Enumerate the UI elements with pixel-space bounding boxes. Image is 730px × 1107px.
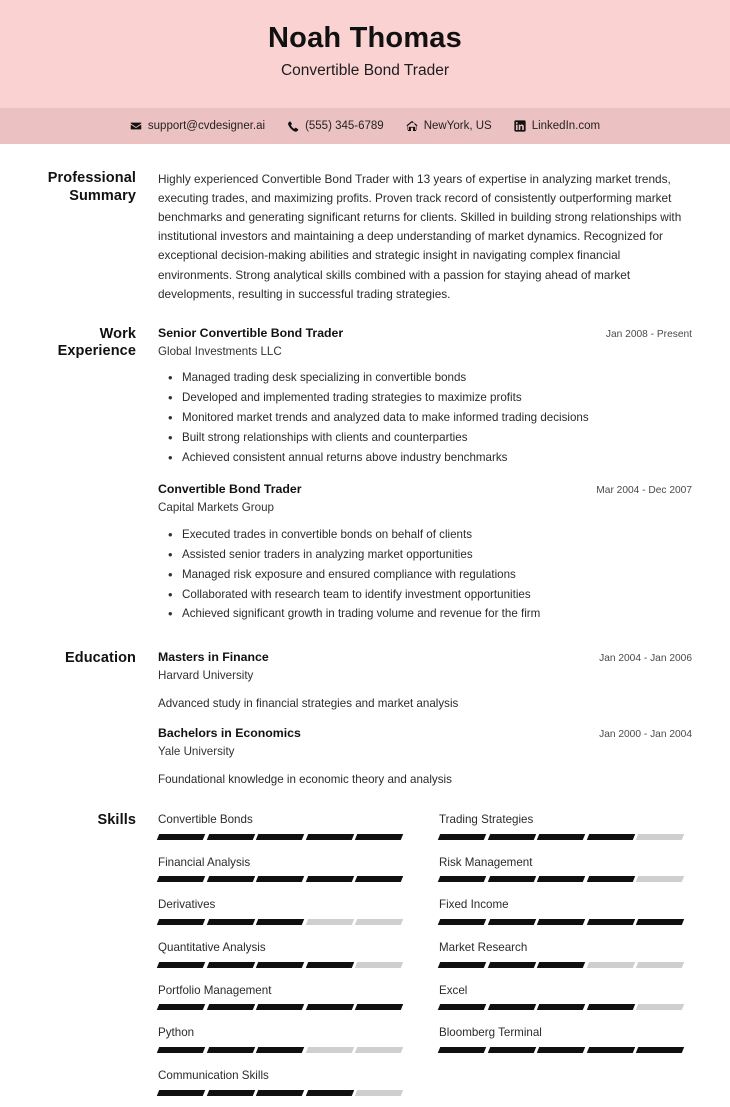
section-body-experience [158,326,692,625]
skill-level-segment [487,1004,535,1010]
skill-item [439,808,692,851]
list-item: • Managed trading desk specializing in convertible bonds [182,368,692,388]
skill-level-bar [158,876,402,882]
list-item: • Managed risk exposure and ensured compliance with regulations [182,565,692,585]
skill-level-segment [157,919,205,925]
skill-item [439,893,692,936]
skill-level-segment [306,1047,354,1053]
candidate-job-title: Convertible Bond Trader [280,62,449,80]
skill-level-bar [158,962,402,968]
skill-level-segment [306,876,354,882]
skill-name: Derivatives [158,898,216,912]
section-label-education: Education [65,650,136,667]
candidate-name: Noah Thomas [268,22,462,55]
skill-item [158,1064,411,1107]
contact-bar [0,108,730,144]
list-item: • Achieved significant growth in trading volume and revenue for the firm [182,604,692,624]
skill-level-segment [438,876,486,882]
skill-level-segment [256,962,304,968]
skill-level-segment [537,1004,585,1010]
skill-level-segment [537,834,585,840]
skill-level-bar [439,919,683,925]
skill-name: Risk Management [439,855,533,869]
skill-item [158,936,411,979]
education-entry [158,726,692,788]
skill-level-segment [355,1090,403,1096]
skill-item [439,1021,692,1064]
skill-level-segment [587,1047,635,1053]
skill-level-bar [439,1004,683,1010]
skill-level-segment [306,1090,354,1096]
education-entry-head [158,726,692,742]
skill-level-segment [438,834,486,840]
skill-level-segment [587,834,635,840]
skill-level-segment [157,1090,205,1096]
skill-level-bar [439,1047,683,1053]
education-entry [158,650,692,712]
skill-level-segment [157,834,205,840]
skill-level-segment [256,1090,304,1096]
skill-name: Financial Analysis [158,855,251,869]
education-degree: Bachelors in Economics [158,726,301,741]
skill-name: Market Research [439,941,528,954]
skill-level-bar [158,834,402,840]
skill-level-segment [438,1004,486,1010]
skill-level-segment [487,962,535,968]
skill-item [158,979,411,1022]
skill-level-bar [158,1090,402,1096]
education-entry-head [158,650,692,666]
list-item: • Monitored market trends and analyzed data to make informed trading decisions [182,408,692,428]
skill-level-segment [206,1004,254,1010]
list-item: • Built strong relationships with clients and counterparties [182,428,692,448]
skill-level-segment [487,834,535,840]
skill-level-segment [537,919,585,925]
experience-role: Convertible Bond Trader [158,482,302,497]
skill-level-segment [438,919,486,925]
skill-level-segment [636,962,684,968]
skill-level-segment [636,919,684,925]
contact-location[interactable] [406,120,492,132]
skill-item [439,851,692,894]
skill-level-segment [355,1004,403,1010]
section-professional-summary [38,170,692,304]
envelope-icon [130,120,142,132]
skill-level-segment [355,1047,403,1053]
skill-name: Quantitative Analysis [158,941,266,954]
contact-email[interactable] [130,120,265,132]
education-degree: Masters in Finance [158,650,269,665]
skill-level-segment [157,962,205,968]
summary-text: Highly experienced Convertible Bond Trader with 13 years of expertise in analyzing market trends, executing trades, and maximizing profits. Proven track record of consistently outperforming market benchmarks and generating significant returns for clients. Skilled in building strong relationships with institutional investors and maintaining a deep understanding of market dynamics. Recognized for exceptional decision-making abilities and strategic insight in navigating complex financial environments. Strong analytical skills combined with a passion for staying ahead of market developments, resulting in successful trading strategies. [158,172,682,301]
experience-entry [158,482,692,624]
skill-name: Communication Skills [158,1068,269,1082]
skill-name: Excel [439,983,468,997]
skill-level-segment [355,876,403,882]
section-education [38,650,692,788]
section-body-summary [158,170,692,304]
skill-level-segment [306,1004,354,1010]
resume-body [0,144,730,1107]
skill-item [158,893,411,936]
skill-level-segment [256,834,304,840]
skill-item [158,851,411,894]
experience-entry-head [158,326,692,342]
experience-bullets [158,525,692,625]
experience-entry [158,326,692,468]
skill-level-segment [206,834,254,840]
experience-bullets [158,368,692,468]
education-date: Jan 2000 - Jan 2004 [599,729,692,741]
skill-level-segment [438,1047,486,1053]
education-date: Jan 2004 - Jan 2006 [599,653,692,665]
skill-level-segment [537,962,585,968]
skill-level-segment [355,834,403,840]
skill-name: Portfolio Management [158,983,272,997]
skill-level-segment [355,962,403,968]
list-item: • Executed trades in convertible bonds on behalf of clients [182,525,692,545]
education-institution: Harvard University [158,669,254,683]
skill-level-segment [487,919,535,925]
skill-level-segment [157,876,205,882]
contact-linkedin[interactable] [514,120,600,132]
skill-level-segment [636,834,684,840]
skill-level-segment [587,876,635,882]
skill-item [158,808,411,851]
section-label-summary: Professional Summary [47,170,136,204]
skill-level-segment [206,1047,254,1053]
skill-level-segment [587,962,635,968]
linkedin-icon [514,120,526,132]
list-item: • Collaborated with research team to identify investment opportunities [182,585,692,605]
skill-level-segment [438,962,486,968]
section-work-experience [38,326,692,625]
section-label-skills: Skills [97,812,136,829]
skill-level-segment [355,919,403,925]
home-icon [406,120,418,132]
skill-item [158,1021,411,1064]
contact-location-text: NewYork, US [423,120,492,132]
skill-item [439,979,692,1022]
experience-organization: Capital Markets Group [158,501,274,515]
contact-linkedin-text: LinkedIn.com [531,120,601,132]
contact-phone[interactable] [287,120,384,132]
skill-level-bar [439,962,683,968]
skill-name: Trading Strategies [439,813,534,827]
skill-level-bar [439,834,683,840]
skill-level-segment [487,1047,535,1053]
skill-level-segment [206,876,254,882]
skill-level-segment [256,1047,304,1053]
experience-organization: Global Investments LLC [158,344,282,358]
skill-level-bar [439,876,683,882]
skill-level-bar [158,919,402,925]
skill-level-segment [636,876,684,882]
experience-role: Senior Convertible Bond Trader [158,325,344,340]
skill-level-segment [306,962,354,968]
skill-level-segment [256,1004,304,1010]
skill-level-segment [487,876,535,882]
experience-date: Jan 2008 - Present [605,328,692,340]
skill-level-segment [256,919,304,925]
experience-entry-head [158,482,692,498]
skill-level-segment [587,1004,635,1010]
section-body-education [158,650,692,788]
contact-phone-text: (555) 345-6789 [305,120,384,132]
skill-level-segment [306,919,354,925]
experience-date: Mar 2004 - Dec 2007 [596,485,692,497]
education-institution: Yale University [158,745,235,759]
skill-level-segment [306,834,354,840]
list-item: • Achieved consistent annual returns above industry benchmarks [182,448,692,468]
skill-level-segment [206,1090,254,1096]
list-item: • Developed and implemented trading strategies to maximize profits [182,388,692,408]
skill-name: Fixed Income [439,898,509,912]
skill-item [439,936,692,979]
contact-email-text: support@cvdesigner.ai [147,120,266,132]
skill-level-segment [206,919,254,925]
skill-level-segment [157,1004,205,1010]
skill-level-segment [537,1047,585,1053]
skill-level-bar [158,1047,402,1053]
resume-header [0,0,730,108]
skill-level-segment [537,876,585,882]
skill-level-segment [636,1047,684,1053]
skill-level-bar [158,1004,402,1010]
skill-level-segment [636,1004,684,1010]
skill-level-segment [206,962,254,968]
skill-name: Bloomberg Terminal [439,1026,542,1040]
phone-icon [287,120,299,132]
education-description: Foundational knowledge in economic theory and analysis [158,772,452,786]
section-skills [38,808,692,1106]
skill-level-segment [256,876,304,882]
skill-level-segment [157,1047,205,1053]
section-label-experience: Work Experience [57,325,136,360]
education-description: Advanced study in financial strategies and market analysis [158,697,459,711]
skill-name: Convertible Bonds [158,813,253,827]
skill-level-segment [587,919,635,925]
skill-name: Python [158,1026,195,1040]
section-body-skills [158,808,692,1106]
list-item: • Assisted senior traders in analyzing market opportunities [182,545,692,565]
skills-grid [158,808,692,1106]
